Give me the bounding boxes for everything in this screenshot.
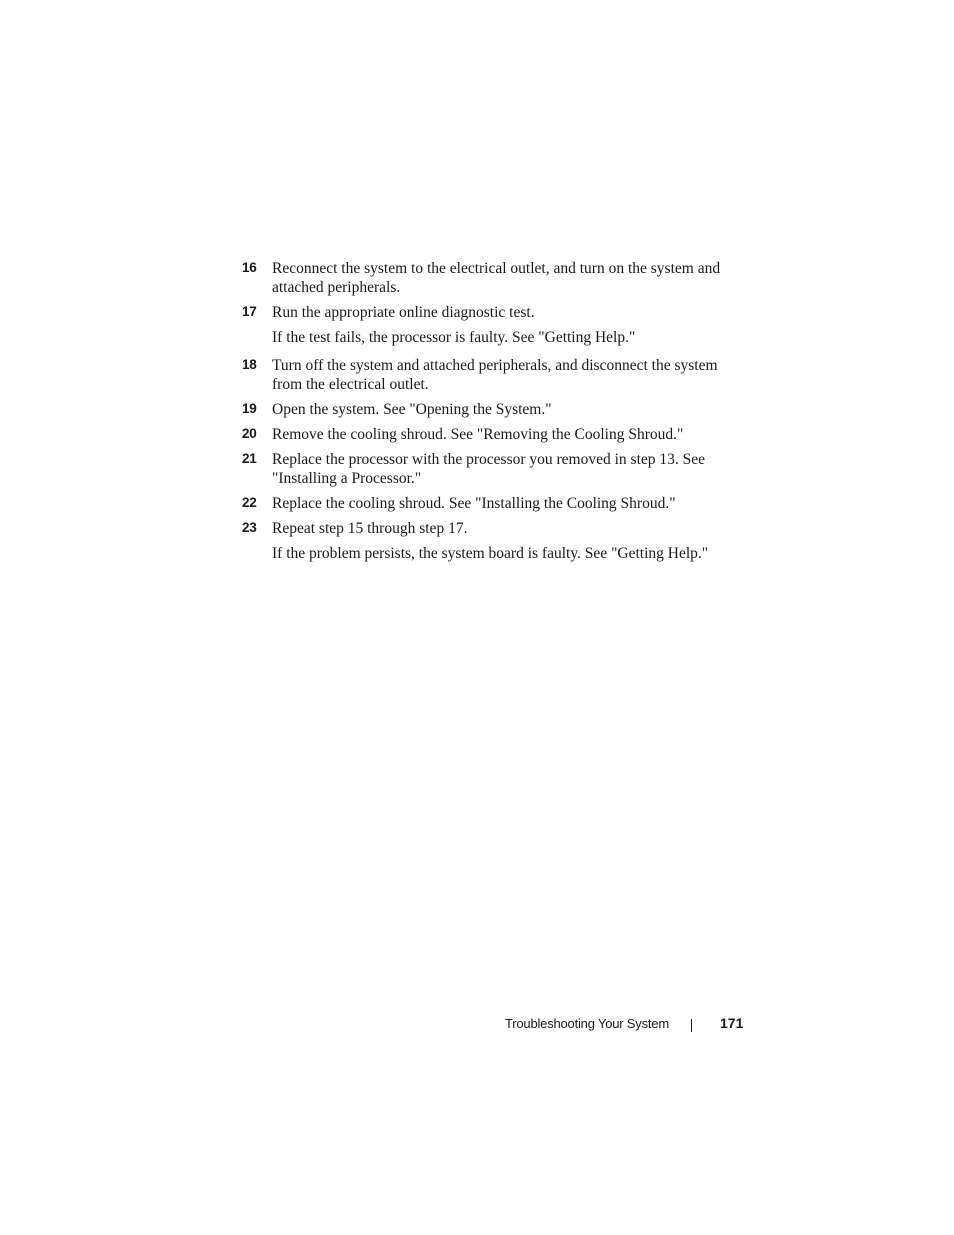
footer-section-title: Troubleshooting Your System	[505, 1016, 669, 1031]
step-22	[242, 494, 742, 513]
step-number: 20	[242, 426, 257, 441]
step-text: Turn off the system and attached peripherals, and disconnect the system from the electrical outlet.	[272, 357, 718, 393]
step-number: 19	[242, 401, 257, 416]
step-text: Replace the processor with the processor you removed in step 13. See "Installing a Processor."	[272, 451, 706, 487]
page-number: 171	[720, 1015, 744, 1031]
step-number: 21	[242, 451, 257, 466]
step-text: Open the system. See "Opening the System."	[272, 401, 552, 418]
step-number: 18	[242, 357, 257, 372]
step-20	[242, 425, 742, 444]
step-text: Repeat step 15 through step 17.	[272, 520, 468, 537]
step-number: 17	[242, 304, 257, 319]
step-19	[242, 400, 742, 419]
step-23	[242, 519, 742, 538]
procedure-steps	[242, 259, 742, 572]
step-number: 23	[242, 520, 257, 535]
step-text: Remove the cooling shroud. See "Removing the Cooling Shroud."	[272, 426, 684, 443]
step-16	[242, 259, 742, 297]
step-text: Reconnect the system to the electrical outlet, and turn on the system and attached peripherals.	[272, 260, 721, 296]
step-number: 22	[242, 495, 257, 510]
step-17	[242, 303, 742, 322]
step-18	[242, 356, 742, 394]
step-text: Run the appropriate online diagnostic test.	[272, 304, 535, 321]
step-text: Replace the cooling shroud. See "Installing the Cooling Shroud."	[272, 495, 676, 512]
step-number: 16	[242, 260, 257, 275]
page-footer	[505, 1015, 745, 1035]
step-17-note: If the test fails, the processor is faulty. See "Getting Help."	[272, 329, 636, 346]
step-23-note: If the problem persists, the system board is faulty. See "Getting Help."	[272, 545, 709, 562]
step-21	[242, 450, 742, 488]
footer-separator	[691, 1019, 692, 1032]
